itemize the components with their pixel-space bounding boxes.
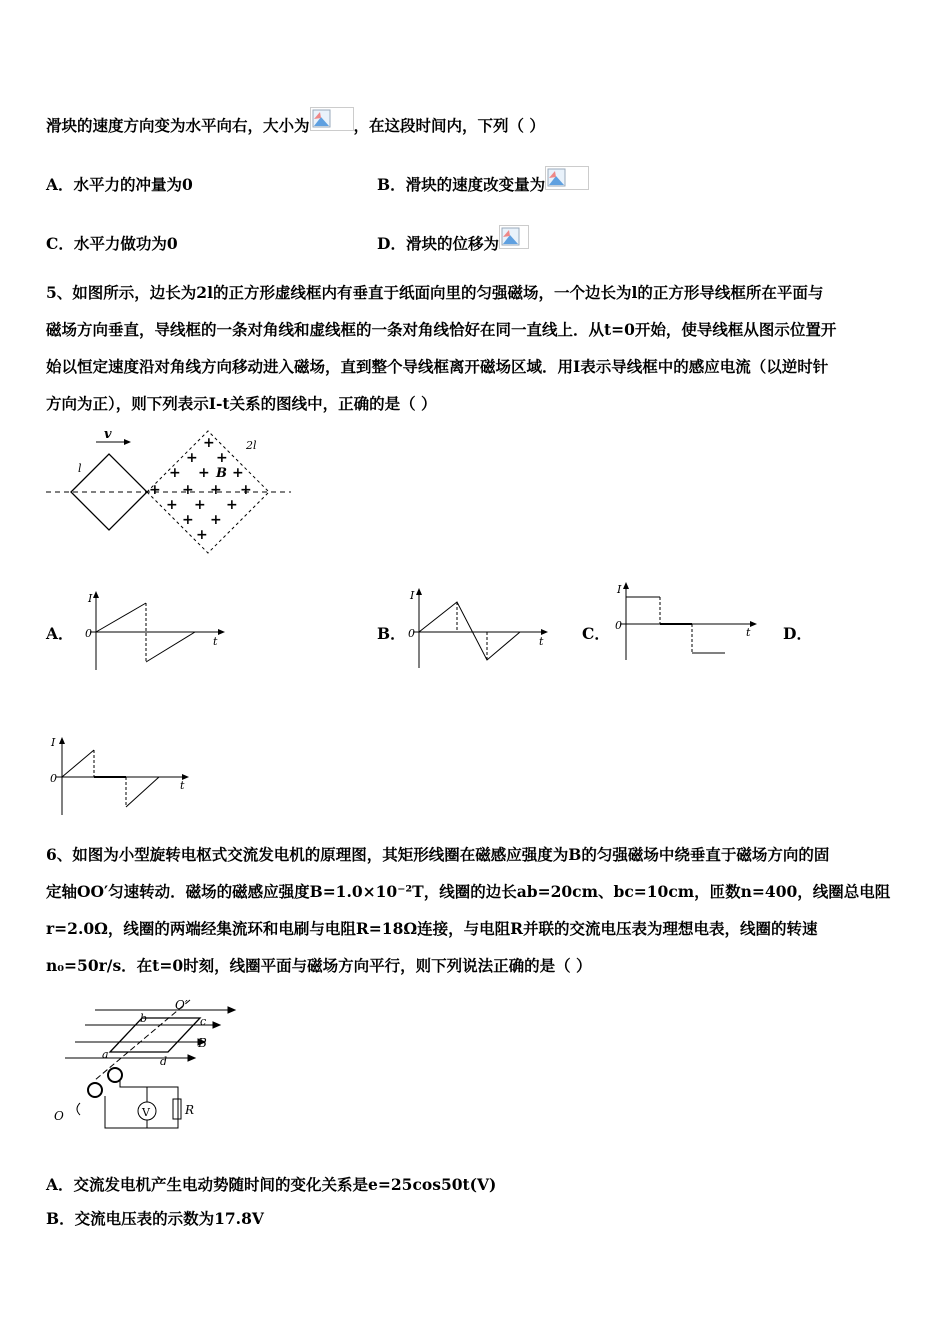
q5-option-d[interactable]: D．: [783, 624, 812, 643]
field-plus-marks: [149, 435, 252, 543]
corner-a-label: a: [102, 1048, 109, 1061]
q4-option-a[interactable]: A．水平力的冲量为0: [46, 175, 193, 194]
velocity-arrow-head: [124, 439, 131, 445]
side-l-label: l: [78, 462, 82, 475]
q5-stem-line-3: 始以恒定速度沿对角线方向移动进入磁场，直到整个导线框离开磁场区域．用I表示导线框中的感应电流（以逆时针: [46, 357, 829, 376]
resistor-R-label: R: [185, 1103, 195, 1117]
axis-O-label: O: [54, 1109, 64, 1123]
q6-stem-line-4: n₀=50r/s．在t=0时刻，线圈平面与磁场方向平行，则下列说法正确的是（ ）: [46, 956, 592, 975]
svg-text:+: +: [198, 465, 210, 481]
q5-option-a[interactable]: A．: [46, 624, 74, 643]
q6-stem-line-3: r=2.0Ω，线圈的两端经集流环和电刷与电阻R=18Ω连接，与电阻R并联的交流电压表为理想电表，线圈的转速: [46, 919, 818, 938]
q5-graph-a: [82, 590, 232, 672]
q6-stem-line-2: 定轴OO′匀速转动．磁场的磁感应强度B=1.0×10⁻²T，线圈的边长ab=20cm、bc=10cm，匝数n=400，线圈总电阻: [46, 882, 891, 901]
graph-c-axis-0: 0: [615, 619, 622, 632]
rectangular-coil: [110, 1018, 200, 1052]
broken-image-icon: [310, 107, 354, 131]
q4-option-c[interactable]: C．水平力做功为0: [46, 234, 178, 253]
q4-option-d-text: D．滑块的位移为: [377, 234, 499, 253]
side-2l-label: 2l: [246, 439, 257, 452]
graph-c-axis-I: I: [617, 583, 622, 596]
voltmeter-label: V: [142, 1106, 150, 1119]
broken-image-icon: [545, 166, 589, 190]
graph-a-axis-0: 0: [85, 627, 92, 640]
svg-text:+: +: [240, 482, 252, 498]
q5-option-c[interactable]: C．: [582, 624, 610, 643]
svg-text:+: +: [182, 512, 194, 528]
q5-graph-c: [612, 578, 767, 663]
corner-c-label: c: [200, 1015, 207, 1028]
graph-a-axis-I: I: [88, 592, 93, 605]
graph-c-axis-t: t: [746, 626, 751, 639]
svg-text:+: +: [149, 482, 161, 498]
corner-d-label: d: [160, 1055, 168, 1068]
graph-b-axis-0: 0: [408, 627, 415, 640]
magnetic-field-lines: [65, 1007, 235, 1061]
graph-a-axis-t: t: [213, 635, 218, 648]
q5-stem-line-4: 方向为正），则下列表示I-t关系的图线中，正确的是（ ）: [46, 394, 437, 413]
q4-stem-text-b: ，在这段时间内，下列（ ）: [353, 116, 545, 135]
svg-text:+: +: [216, 450, 228, 466]
q6-generator-figure: [50, 995, 250, 1135]
q5-graph-d: [46, 733, 196, 818]
svg-text:+: +: [166, 497, 178, 513]
slip-ring-1: [108, 1068, 122, 1082]
svg-text:+: +: [182, 482, 194, 498]
field-B-label: B: [216, 466, 227, 481]
q4-option-b[interactable]: [377, 173, 589, 198]
svg-text:+: +: [186, 450, 198, 466]
q6-option-a[interactable]: A．交流发电机产生电动势随时间的变化关系是e=25cos50t(V): [46, 1175, 497, 1194]
field-B-label: B: [198, 1036, 207, 1050]
rotation-arrow: [77, 1103, 80, 1115]
q6-option-b[interactable]: B．交流电压表的示数为17.8V: [46, 1209, 264, 1228]
broken-image-icon: [499, 225, 529, 249]
slip-ring-2: [88, 1083, 102, 1097]
svg-text:+: +: [210, 482, 222, 498]
q6-stem-line-1: 6、如图为小型旋转电枢式交流发电机的原理图，其矩形线圈在磁感应强度为B的匀强磁场中绕垂直于磁场方向的固: [46, 845, 830, 864]
graph-d-axis-I: I: [51, 736, 56, 749]
svg-text:+: +: [210, 512, 222, 528]
q5-stem-line-2: 磁场方向垂直，导线框的一条对角线和虚线框的一条对角线恰好在同一直线上．从t=0开始，使导线框从图示位置开: [46, 320, 837, 339]
q5-stem-line-1: 5、如图所示，边长为2l的正方形虚线框内有垂直于纸面向里的匀强磁场，一个边长为l的正方形导线框所在平面与: [46, 283, 824, 302]
graph-b-axis-t: t: [539, 635, 544, 648]
svg-text:+: +: [232, 465, 244, 481]
q5-magnetic-field-figure: [46, 425, 296, 560]
q5-graph-b: [405, 585, 555, 670]
q5-option-b[interactable]: B．: [377, 624, 406, 643]
svg-text:+: +: [196, 527, 208, 543]
svg-text:+: +: [226, 497, 238, 513]
graph-d-axis-t: t: [180, 779, 185, 792]
corner-b-label: b: [140, 1012, 148, 1025]
graph-b-axis-I: I: [410, 589, 415, 602]
svg-text:+: +: [203, 435, 215, 451]
q4-stem-line: [46, 114, 545, 139]
q4-option-b-text: B．滑块的速度改变量为: [377, 175, 546, 194]
graph-d-axis-0: 0: [50, 772, 57, 785]
svg-text:+: +: [169, 465, 181, 481]
q4-stem-text-a: 滑块的速度方向变为水平向右，大小为: [46, 116, 310, 135]
q4-option-d[interactable]: [377, 232, 529, 257]
svg-text:+: +: [194, 497, 206, 513]
axis-O-prime-label: O′: [175, 998, 188, 1012]
velocity-label: v: [104, 427, 112, 442]
